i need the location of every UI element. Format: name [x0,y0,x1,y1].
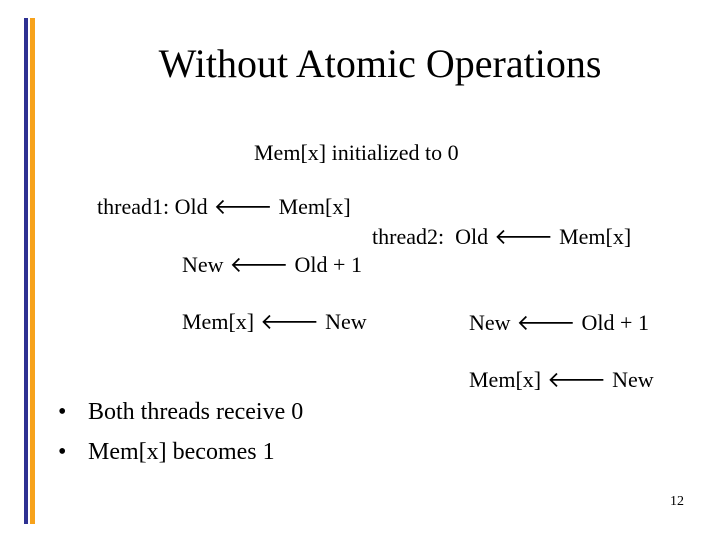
list-item [58,392,303,432]
bullet-text: Mem[x] becomes 1 [88,439,275,465]
left-arrow-icon: 🡐 [516,310,576,335]
thread2-line-2 [469,310,649,336]
page-number: 12 [670,494,684,509]
thread1-line-2 [182,252,362,278]
bullet-marker: • [58,439,67,465]
thread2-line3-left: Mem[x] [469,367,542,392]
thread2-line1-left: Old [455,224,489,249]
thread1-line3-right: New [325,309,367,334]
left-arrow-icon: 🡐 [213,194,273,219]
left-arrow-icon: 🡐 [494,224,554,249]
thread1-label: thread1: [97,194,170,219]
thread1-line1-right: Mem[x] [278,194,351,219]
thread1-line2-right: Old + 1 [294,252,362,277]
thread1-line2-left: New [182,252,224,277]
thread1-line1-left: Old [174,194,208,219]
bullet-text: Both threads receive 0 [88,399,304,425]
left-arrow-icon: 🡐 [229,252,289,277]
thread2-line2-right: Old + 1 [581,310,649,335]
thread1-line-3 [182,309,367,335]
thread2-line2-left: New [469,310,511,335]
thread1-line-1 [97,194,351,220]
slide-title: Without Atomic Operations [158,41,602,86]
left-accent-bar-blue [24,18,28,524]
subtitle: Mem[x] initialized to 0 [254,140,459,165]
thread1-line3-left: Mem[x] [182,309,255,334]
thread2-line3-right: New [612,367,654,392]
thread2-line-3 [469,367,654,393]
left-accent-bar-orange [30,18,35,524]
bullet-marker: • [58,399,67,425]
thread2-label: thread2: [372,224,445,249]
thread2-line-1 [372,224,631,250]
thread2-line1-right: Mem[x] [559,224,632,249]
left-arrow-icon: 🡐 [547,367,607,392]
list-item [58,432,303,472]
bullet-list [58,392,303,472]
left-arrow-icon: 🡐 [260,309,320,334]
